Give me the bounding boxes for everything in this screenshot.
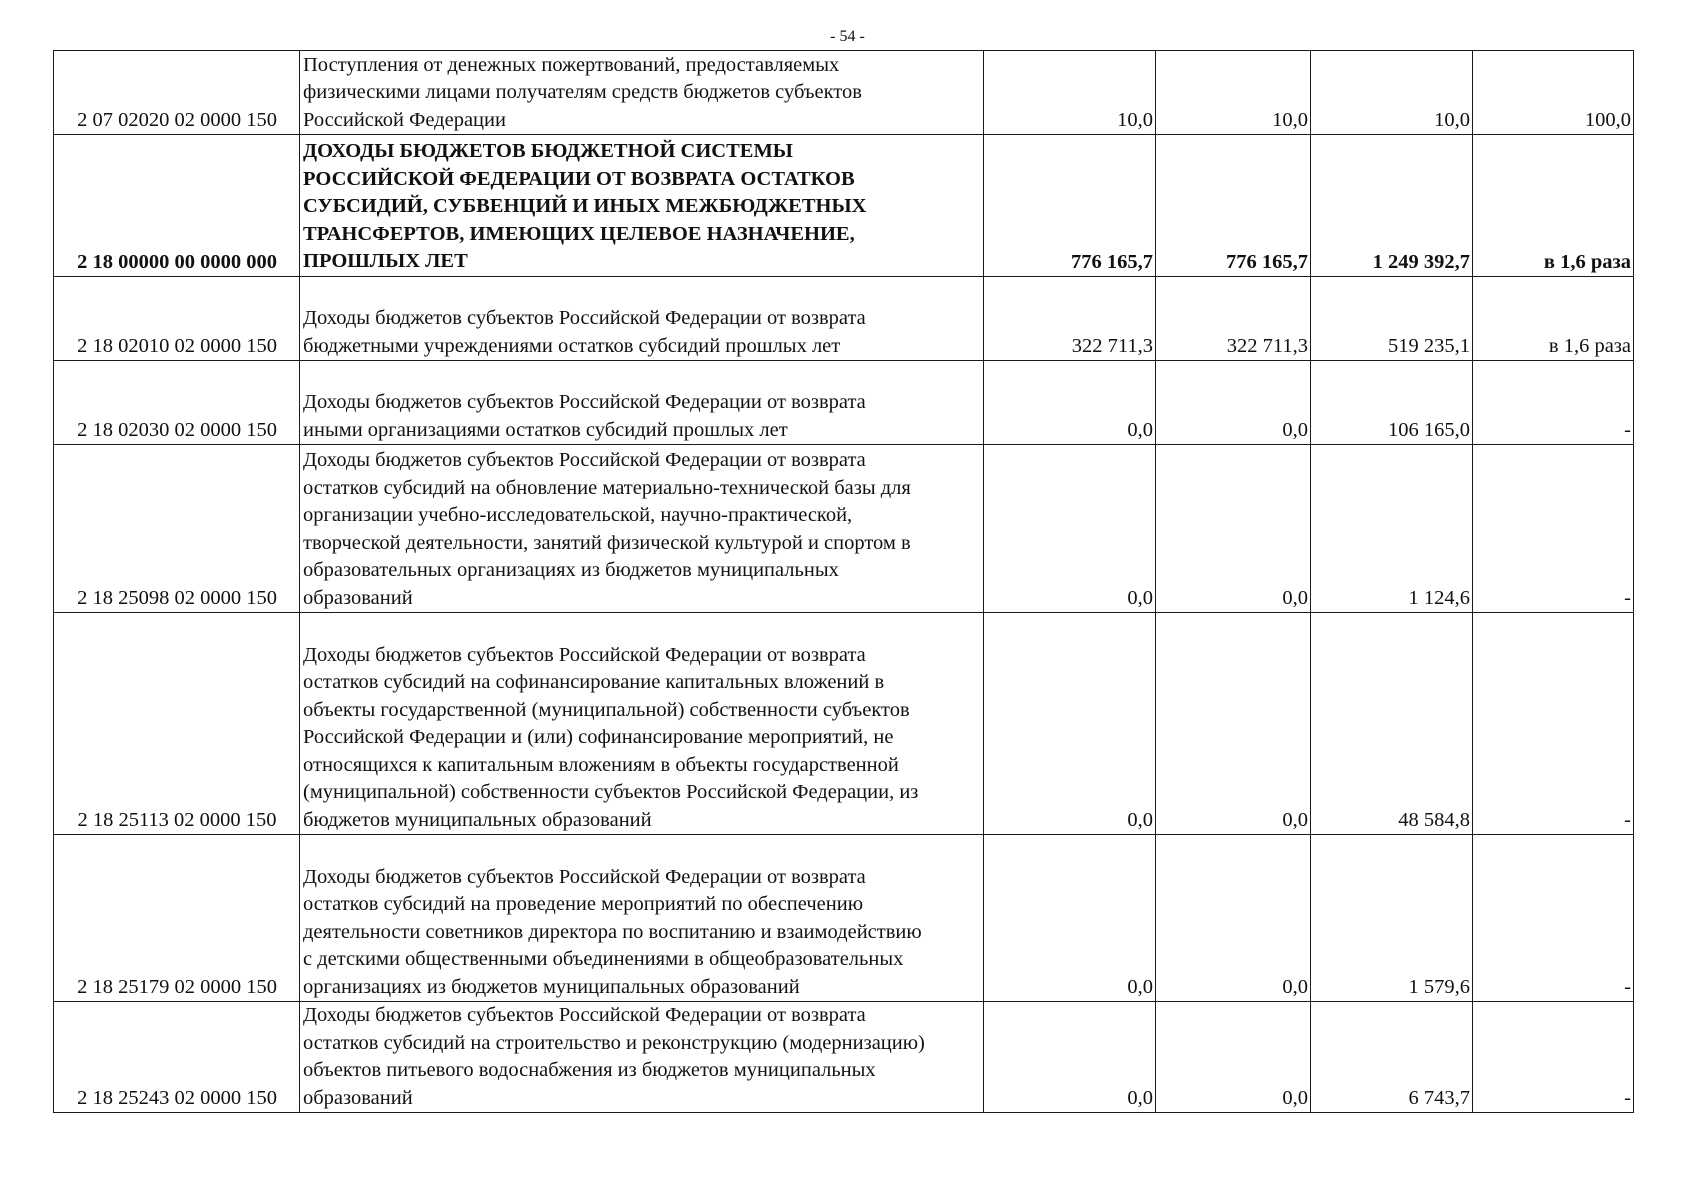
value-cell-3: 519 235,1 [1311,277,1473,361]
revenue-name-line: бюджетными учреждениями остатков субсидий прошлых лет [303,334,841,357]
value-cell-2: 0,0 [1156,613,1311,835]
revenue-name-line: Доходы бюджетов субъектов Российской Федерации от возврата [303,865,866,888]
percent-cell: - [1473,835,1634,1002]
percent-cell: в 1,6 раза [1473,135,1634,277]
table-row [54,1002,1634,1113]
revenue-name-line: Российской Федерации [303,108,506,131]
revenue-name-line: относящихся к капитальным вложениям в объекты государственной [303,753,899,776]
budget-revenue-table [53,50,1634,1113]
percent-cell: - [1473,1002,1634,1113]
budget-code-cell: 2 18 25098 02 0000 150 [54,445,300,613]
value-cell-1: 0,0 [984,835,1156,1002]
revenue-name-line: с детскими общественными объединениями в общеобразовательных [303,948,904,970]
revenue-name-line: образований [303,1086,413,1109]
revenue-name-line: образовательных организациях из бюджетов муниципальных [303,559,839,581]
percent-cell: - [1473,445,1634,613]
revenue-name-line: Доходы бюджетов субъектов Российской Федерации от возврата [303,643,866,666]
revenue-name-line: физическими лицами получателям средств бюджетов субъектов [303,81,862,103]
revenue-name-line: организации учебно-исследовательской, научно-практической, [303,504,853,526]
table-row [54,135,1634,277]
budget-code-cell: 2 18 02010 02 0000 150 [54,277,300,361]
page-number: - 54 - [830,28,865,45]
value-cell-2: 0,0 [1156,835,1311,1002]
revenue-name-line: (муниципальной) собственности субъектов Российской Федерации, из [303,781,919,803]
table-row [54,277,1634,361]
budget-code-cell: 2 18 02030 02 0000 150 [54,361,300,445]
budget-code-cell: 2 18 25179 02 0000 150 [54,835,300,1002]
value-cell-2: 0,0 [1156,445,1311,613]
revenue-name-line: Поступления от денежных пожертвований, предоставляемых [303,53,840,76]
value-cell-1: 0,0 [984,445,1156,613]
revenue-name-line: ПРОШЛЫХ ЛЕТ [303,250,468,273]
value-cell-3: 1 249 392,7 [1311,135,1473,277]
budget-code-cell: 2 18 25113 02 0000 150 [54,613,300,835]
percent-cell: - [1473,361,1634,445]
value-cell-2: 0,0 [1156,1002,1311,1113]
revenue-name-line: ДОХОДЫ БЮДЖЕТОВ БЮДЖЕТНОЙ СИСТЕМЫ [303,140,793,163]
revenue-name-line: СУБСИДИЙ, СУБВЕНЦИЙ И ИНЫХ МЕЖБЮДЖЕТНЫХ [303,195,867,218]
revenue-name-line: Доходы бюджетов субъектов Российской Федерации от возврата [303,391,866,413]
revenue-name-cell [300,277,984,361]
revenue-name-cell [300,51,984,135]
budget-code-cell: 2 07 02020 02 0000 150 [54,51,300,135]
value-cell-1: 776 165,7 [984,135,1156,277]
value-cell-3: 6 743,7 [1311,1002,1473,1113]
value-cell-2: 10,0 [1156,51,1311,135]
budget-code-cell: 2 18 25243 02 0000 150 [54,1002,300,1113]
value-cell-1: 322 711,3 [984,277,1156,361]
value-cell-2: 0,0 [1156,361,1311,445]
revenue-name-line: бюджетов муниципальных образований [303,808,652,831]
revenue-name-line: ТРАНСФЕРТОВ, ИМЕЮЩИХ ЦЕЛЕВОЕ НАЗНАЧЕНИЕ, [303,222,855,245]
revenue-name-cell [300,1002,984,1113]
revenue-name-line: Российской Федерации и (или) софинансирование мероприятий, не [303,726,894,748]
revenue-name-line: иными организациями остатков субсидий прошлых лет [303,418,788,441]
table-row [54,445,1634,613]
revenue-name-line: остатков субсидий на строительство и реконструкцию (модернизацию) [303,1031,925,1054]
revenue-name-line: организациях из бюджетов муниципальных образований [303,975,800,998]
value-cell-3: 106 165,0 [1311,361,1473,445]
revenue-name-line: Доходы бюджетов субъектов Российской Федерации от возврата [303,307,866,329]
revenue-name-cell [300,445,984,613]
percent-cell: в 1,6 раза [1473,277,1634,361]
revenue-name-line: Доходы бюджетов субъектов Российской Федерации от возврата [303,449,866,471]
revenue-name-line: остатков субсидий на обновление материально-технической базы для [303,476,911,499]
revenue-name-cell [300,135,984,277]
value-cell-2: 322 711,3 [1156,277,1311,361]
value-cell-2: 776 165,7 [1156,135,1311,277]
value-cell-1: 10,0 [984,51,1156,135]
table-body [54,51,1634,1113]
revenue-name-cell [300,613,984,835]
revenue-name-line: остатков субсидий на проведение мероприятий по обеспечению [303,893,864,915]
revenue-name-line: объекты государственной (муниципальной) собственности субъектов [303,698,910,721]
value-cell-1: 0,0 [984,361,1156,445]
table-row [54,613,1634,835]
revenue-name-line: образований [303,586,413,609]
value-cell-1: 0,0 [984,1002,1156,1113]
revenue-name-cell [300,835,984,1002]
percent-cell: 100,0 [1473,51,1634,135]
table-row [54,835,1634,1002]
revenue-name-line: Доходы бюджетов субъектов Российской Федерации от возврата [303,1004,866,1026]
value-cell-3: 1 124,6 [1311,445,1473,613]
percent-cell: - [1473,613,1634,835]
revenue-name-line: РОССИЙСКОЙ ФЕДЕРАЦИИ ОТ ВОЗВРАТА ОСТАТКОВ [303,167,855,190]
table-row [54,361,1634,445]
revenue-name-line: деятельности советников директора по воспитанию и взаимодействию [303,920,922,943]
value-cell-1: 0,0 [984,613,1156,835]
revenue-name-line: остатков субсидий на софинансирование капитальных вложений в [303,671,885,693]
value-cell-3: 10,0 [1311,51,1473,135]
value-cell-3: 48 584,8 [1311,613,1473,835]
revenue-name-line: творческой деятельности, занятий физической культурой и спортом в [303,531,911,554]
budget-code-cell: 2 18 00000 00 0000 000 [54,135,300,277]
revenue-name-cell [300,361,984,445]
revenue-name-line: объектов питьевого водоснабжения из бюджетов муниципальных [303,1059,876,1081]
value-cell-3: 1 579,6 [1311,835,1473,1002]
table-row [54,51,1634,135]
